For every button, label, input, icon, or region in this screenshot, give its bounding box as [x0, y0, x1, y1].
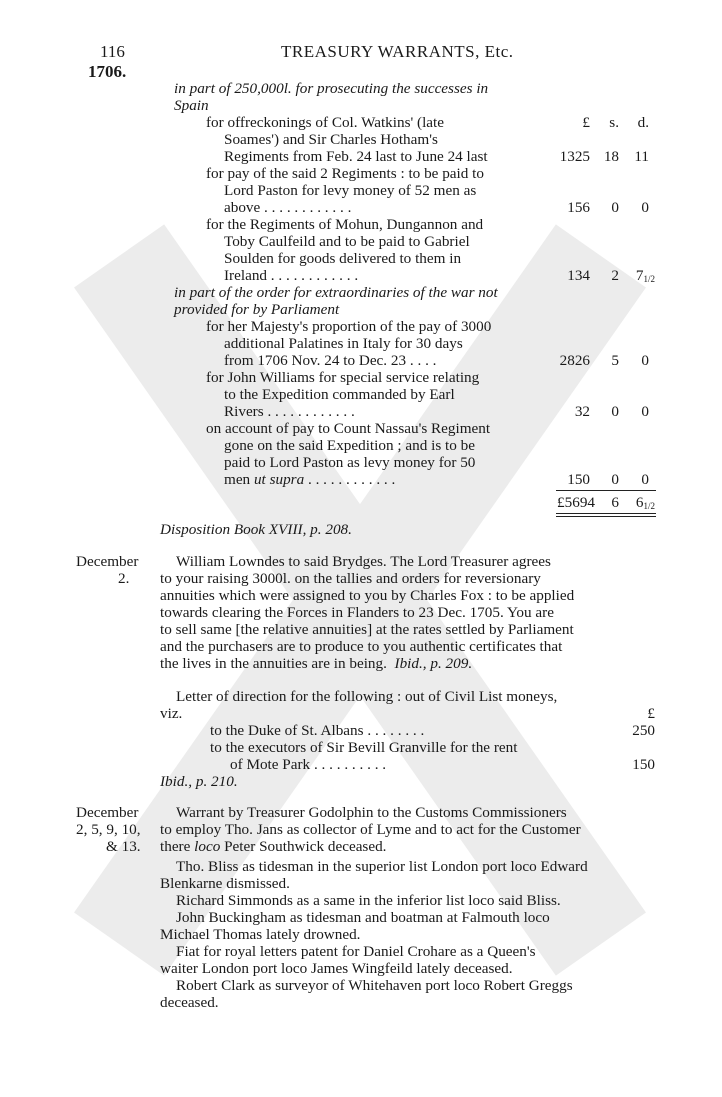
letter-direction-line1: Letter of direction for the following : out of Civil List moneys, [176, 688, 558, 705]
dec2-line1: William Lowndes to said Brydges. The Lord Treasurer agrees [176, 553, 551, 570]
disposition-reference: Disposition Book XVIII, p. 208. [160, 521, 352, 538]
spain-item2-shillings: 0 [611, 199, 619, 216]
page-number: 116 [100, 42, 125, 61]
multi-para2-line1: Tho. Bliss as tidesman in the superior list London port loco Edward [176, 858, 588, 875]
war-item3-line2: gone on the said Expedition ; and is to be [224, 437, 475, 454]
date-marginal-dec2-line1: December [76, 553, 139, 570]
letter-col-pounds-heading: £ [647, 705, 655, 722]
spain-item2-pounds: 156 [567, 199, 590, 216]
date-marginal-dec2-line2: 2. [118, 570, 130, 587]
letter-item2-line2: of Mote Park . . . . . . . . . . [230, 756, 387, 773]
spain-item1-pounds: 1325 [559, 148, 590, 165]
multi-para5-line1: Fiat for royal letters patent for Daniel Crohare as a Queen's [176, 943, 536, 960]
war-item2-pence: 0 [641, 403, 649, 420]
col-shillings-heading: s. [609, 114, 619, 131]
multi-para1-line1: Warrant by Treasurer Godolphin to the Customs Commissioners [176, 804, 567, 821]
spain-heading-line2: Spain [174, 97, 209, 114]
spain-item1-line3: Regiments from Feb. 24 last to June 24 last [224, 148, 488, 165]
war-item3-pounds: 150 [567, 471, 590, 488]
spain-item1-line1: for offreckonings of Col. Watkins' (late [206, 114, 444, 131]
war-item2-shillings: 0 [611, 403, 619, 420]
letter-direction-reference: Ibid., p. 210. [160, 773, 238, 790]
war-item3-line4: men ut supra . . . . . . . . . . . . [224, 471, 396, 488]
spain-item2-pence: 0 [641, 199, 649, 216]
dec2-line2: to your raising 3000l. on the tallies and orders for reversionary [160, 570, 541, 587]
spain-item3-line1: for the Regiments of Mohun, Dungannon and [206, 216, 484, 233]
letter-item2-line1: to the executors of Sir Bevill Granville for the rent [210, 739, 518, 756]
col-pence-heading: d. [637, 114, 649, 131]
spain-item1-shillings: 18 [603, 148, 619, 165]
dec2-line5: to sell same [the relative annuities] at the rates settled by Parliament [160, 621, 574, 638]
multi-para3-line1: Richard Simmonds as a same in the inferior list loco said Bliss. [176, 892, 561, 909]
war-item1-pounds: 2826 [559, 352, 590, 369]
spain-heading-line1: in part of 250,000l. for prosecuting the successes in [174, 80, 489, 97]
total-rule-bottom-1 [556, 513, 656, 514]
multi-para6-line1: Robert Clark as surveyor of Whitehaven port loco Robert Greggs [176, 977, 573, 994]
letter-direction-line2: viz. [160, 705, 183, 722]
letter-item1-pounds: 250 [632, 722, 655, 739]
date-marginal-multi-line3: & 13. [106, 838, 141, 855]
war-item1-shillings: 5 [611, 352, 619, 369]
total-shillings: 6 [611, 494, 619, 511]
letter-item2-pounds: 150 [632, 756, 655, 773]
spain-item2-line1: for pay of the said 2 Regiments : to be paid to [206, 165, 484, 182]
dec2-line3: annuities which were assigned to you by Charles Fox : to be applied [160, 587, 575, 604]
multi-para4-line1: John Buckingham as tidesman and boatman at Falmouth loco [176, 909, 550, 926]
total-rule-bottom-2 [556, 516, 656, 517]
war-item1-line1: for her Majesty's proportion of the pay of 3000 [206, 318, 492, 335]
dec2-line4: towards clearing the Forces in Flanders to 23 Dec. 1705. You are [160, 604, 554, 621]
year-marginal: 1706. [88, 62, 127, 81]
war-item2-pounds: 32 [574, 403, 590, 420]
spain-item3-pounds: 134 [567, 267, 590, 284]
spain-item3-line4: Ireland . . . . . . . . . . . . [224, 267, 359, 284]
letter-item1-text: to the Duke of St. Albans . . . . . . . . [210, 722, 425, 739]
spain-item1-line2: Soames') and Sir Charles Hotham's [224, 131, 438, 148]
spain-item3-line3: Soulden for goods delivered to them in [224, 250, 462, 267]
spain-item2-line3: above . . . . . . . . . . . . [224, 199, 352, 216]
spain-item3-pence: $7_{1/2}$ [635, 267, 655, 284]
spain-item3-line2: Toby Caulfeild and to be paid to Gabriel [224, 233, 470, 250]
war-item3-shillings: 0 [611, 471, 619, 488]
multi-para5-line2: waiter London port loco James Wingfeild lately deceased. [160, 960, 513, 977]
war-item3-line1: on account of pay to Count Nassau's Regiment [206, 420, 491, 437]
war-heading-line1: in part of the order for extraordinaries of the war not [174, 284, 498, 301]
multi-para2-line2: Blenkarne dismissed. [160, 875, 290, 892]
total-rule-top [556, 490, 656, 491]
dec2-line6: and the purchasers are to produce to you authentic certificates that [160, 638, 563, 655]
date-marginal-multi-line1: December [76, 804, 139, 821]
col-pounds-heading: £ [582, 114, 590, 131]
war-item3-pence: 0 [641, 471, 649, 488]
war-heading-line2: provided for by Parliament [174, 301, 340, 318]
war-item1-line2: additional Palatines in Italy for 30 days [224, 335, 463, 352]
spain-item1-pence: 11 [634, 148, 649, 165]
total-pence: $6_{1/2}$ [635, 494, 655, 511]
running-title: TREASURY WARRANTS, Etc. [281, 42, 514, 61]
total-pounds: £5694 [557, 494, 595, 511]
war-item2-line3: Rivers . . . . . . . . . . . . [224, 403, 355, 420]
multi-para6-line2: deceased. [160, 994, 219, 1011]
war-item1-pence: 0 [641, 352, 649, 369]
multi-para4-line2: Michael Thomas lately drowned. [160, 926, 361, 943]
war-item2-line2: to the Expedition commanded by Earl [224, 386, 455, 403]
war-item1-line3: from 1706 Nov. 24 to Dec. 23 . . . . [224, 352, 437, 369]
dec2-line7: the lives in the annuities are in being. Ibid., p. 209. [160, 655, 473, 672]
date-marginal-multi-line2: 2, 5, 9, 10, [76, 821, 141, 838]
multi-para1-line3: there loco Peter Southwick deceased. [160, 838, 387, 855]
spain-item2-line2: Lord Paston for levy money of 52 men as [224, 182, 477, 199]
multi-para1-line2: to employ Tho. Jans as collector of Lyme and to act for the Customer [160, 821, 581, 838]
war-item3-line3: paid to Lord Paston as levy money for 50 [224, 454, 476, 471]
spain-item3-shillings: 2 [611, 267, 619, 284]
war-item2-line1: for John Williams for special service relating [206, 369, 480, 386]
